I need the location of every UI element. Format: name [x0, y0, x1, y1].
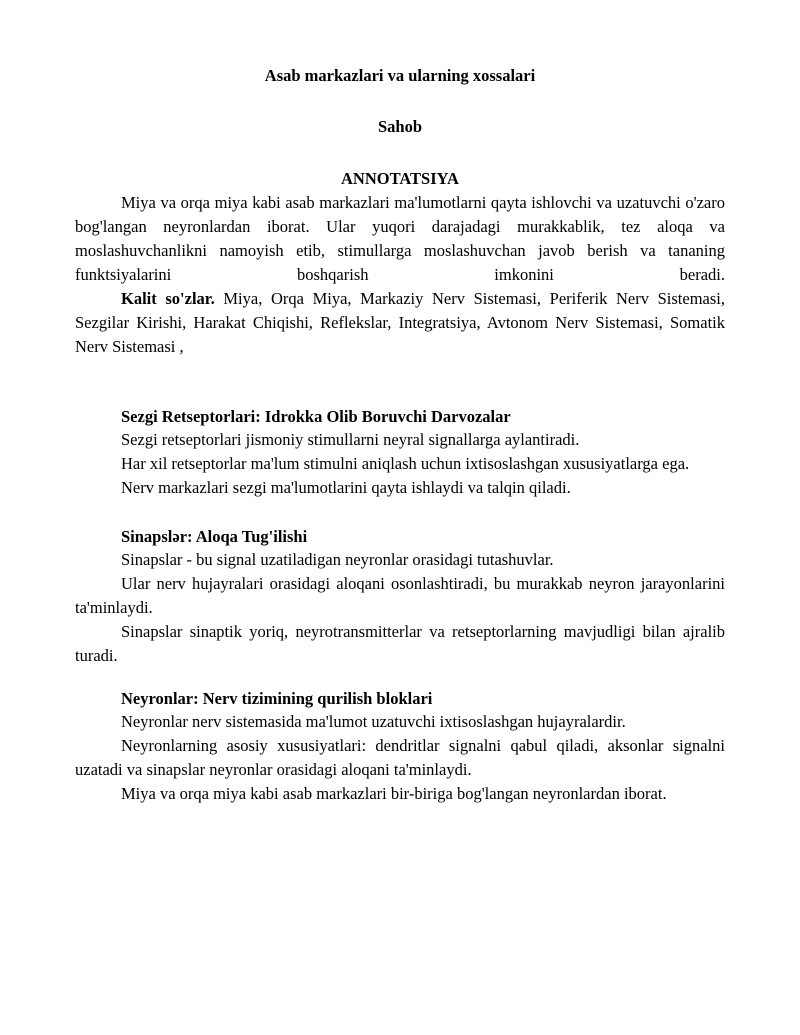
keywords-text: Miya, Orqa Miya, Markaziy Nerv Sistemasi, Periferik Nerv Sistemasi, Sezgilar Kirishi, Harakat Chiqishi, Reflekslar, Integratsiya, Avtonom Nerv Sistemasi, Somatik Nerv Sistemasi ,	[75, 289, 725, 356]
author-name: Sahob	[377, 117, 423, 136]
keywords-paragraph	[75, 287, 725, 359]
section-3-paragraph-1: Neyronlar nerv sistemasida ma'lumot uzatuvchi ixtisoslashgan hujayralardir.	[121, 712, 626, 731]
section-1-paragraph-3: Nerv markazlari sezgi ma'lumotlarini qayta ishlaydi va talqin qiladi.	[121, 478, 571, 497]
section-2-paragraph-1: Sinapslar - bu signal uzatiladigan neyronlar orasidagi tutashuvlar.	[121, 550, 554, 569]
section-3-paragraph-3: Miya va orqa miya kabi asab markazlari bir-biriga bog'langan neyronlardan iborat.	[121, 784, 667, 803]
section-3-paragraph-2: Neyronlarning asosiy xususiyatlari: dendritlar signalni qabul qiladi, aksonlar signalni uzatadi va sinapslar neyronlar orasidagi aloqani ta'minlaydi.	[75, 736, 725, 779]
section-heading-sensory-receptors: Sezgi Retseptorlari: Idrokka Olib Boruvchi Darvozalar	[121, 407, 511, 426]
section-1-paragraph-1: Sezgi retseptorlari jismoniy stimullarni neyral signallarga aylantiradi.	[121, 430, 580, 449]
annotation-heading: ANNOTATSIYA	[341, 169, 459, 188]
document-title: Asab markazlari va ularning xossalari	[264, 66, 536, 85]
document-page	[75, 64, 725, 806]
keywords-label: Kalit so'zlar.	[121, 289, 215, 308]
annotation-text: Miya va orqa miya kabi asab markazlari ma'lumotlarni qayta ishlovchi va uzatuvchi o'zaro bog'langan neyronlardan iborat. Ular yuqori darajadagi murakkablik, tez aloqa va moslashuvchanlikni namoyish etib, stimullarga moslashuvchan javob berish va tananing funktsiyalarini boshqarish imkonini beradi.	[75, 193, 725, 284]
section-1-paragraph-2: Har xil retseptorlar ma'lum stimulni aniqlash uchun ixtisoslashgan xususiyatlarga ega.	[121, 454, 690, 473]
section-heading-synapses: Sinapslər: Aloqa Tug'ilishi	[121, 527, 308, 546]
section-2-paragraph-2: Ular nerv hujayralari orasidagi aloqani osonlashtiradi, bu murakkab neyron jarayonlarini ta'minlaydi.	[75, 574, 725, 617]
section-2-paragraph-3: Sinapslar sinaptik yoriq, neyrotransmitterlar va retseptorlarning mavjudligi bilan ajralib turadi.	[75, 622, 725, 665]
section-heading-neurons: Neyronlar: Nerv tizimining qurilish bloklari	[121, 689, 433, 708]
